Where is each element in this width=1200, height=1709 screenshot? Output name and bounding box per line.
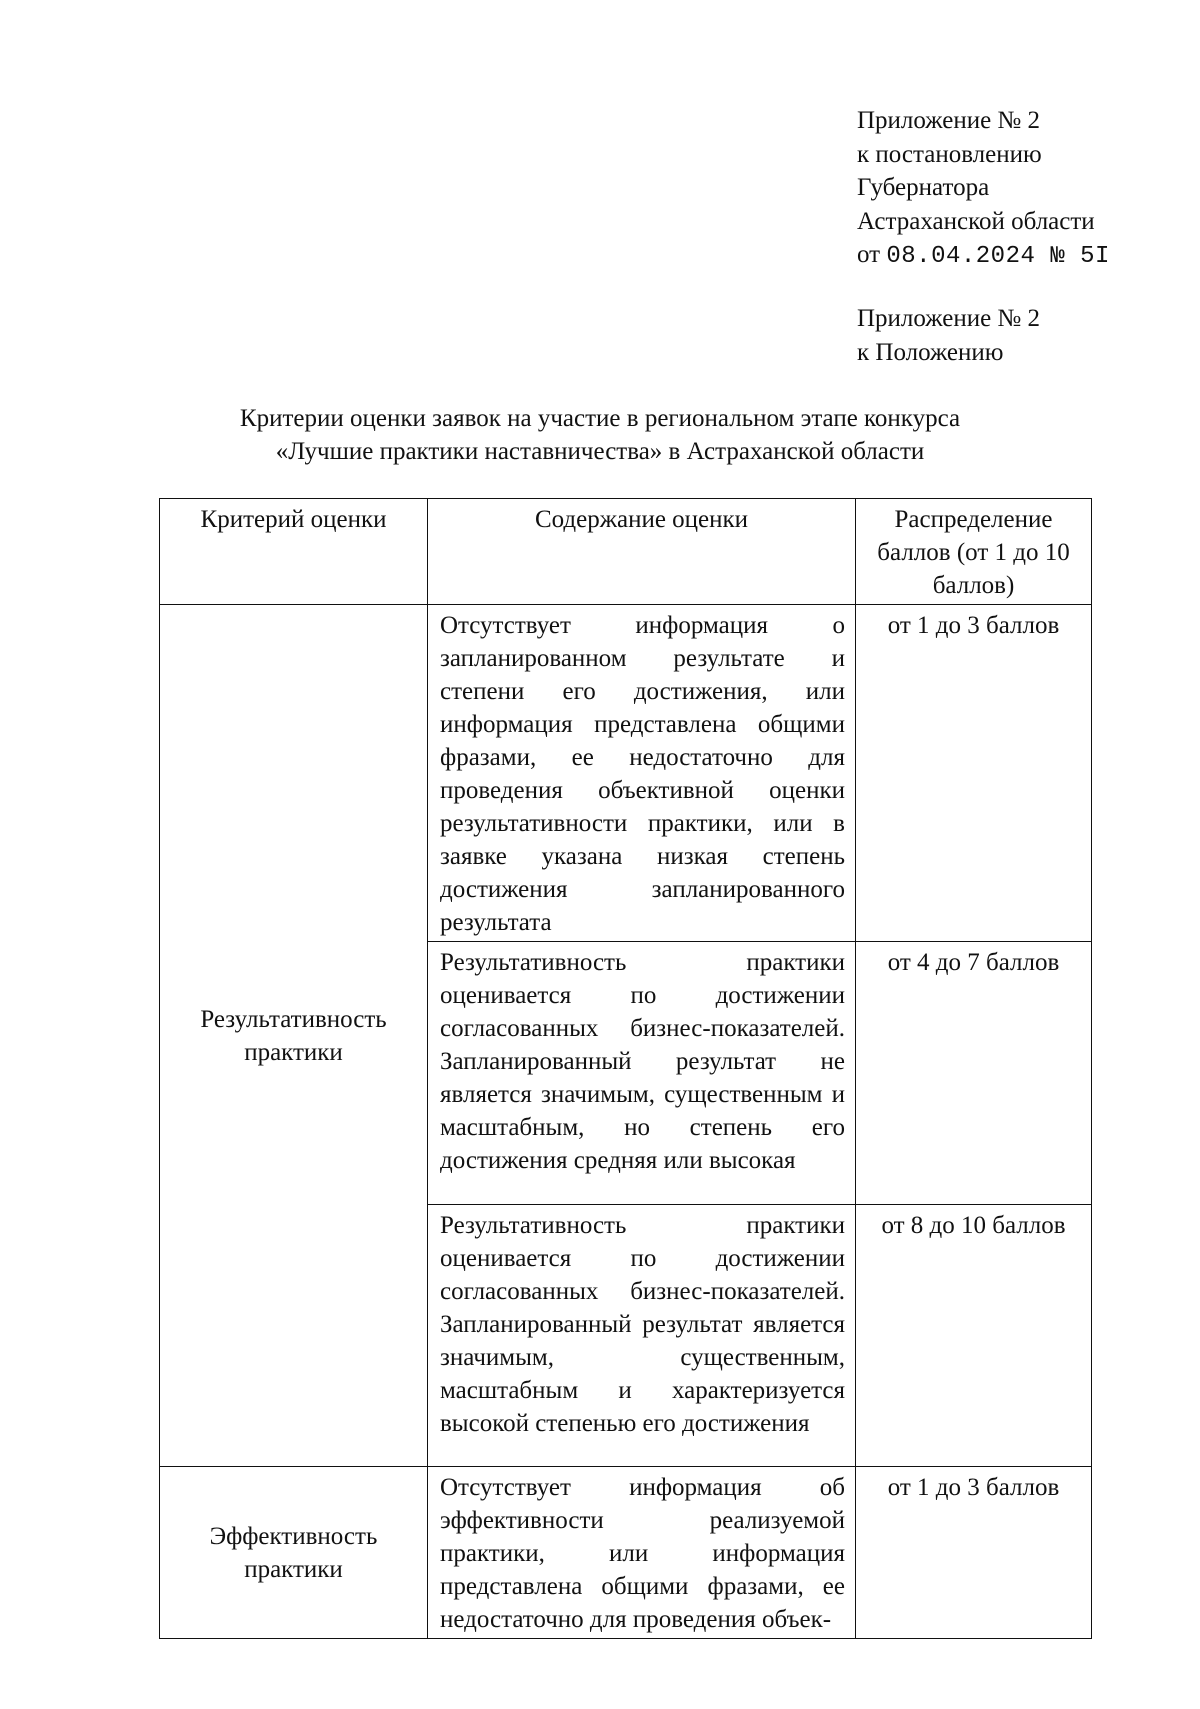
annex-regulation-number: Приложение № 2 [857, 305, 1041, 332]
date-prefix: от [857, 241, 887, 268]
content-cell: Результативность практики оценивается по достижении согласованных бизнес-показателей. Запланированный результат не является значимым, существенным и масштабным, но степень его достижения средняя или высокая [428, 942, 856, 1205]
title-line-2: «Лучшие практики наставничества» в Астраханской области [275, 438, 925, 465]
table-row [160, 1467, 1092, 1639]
annex-number: Приложение № 2 [857, 107, 1041, 134]
annex-date-line [857, 238, 1110, 274]
header-content: Содержание оценки [428, 499, 856, 605]
points-cell: от 8 до 10 баллов [856, 1205, 1092, 1467]
header-points: Распределение баллов (от 1 до 10 баллов) [856, 499, 1092, 605]
criterion-cell: Эффективность практики [160, 1467, 428, 1639]
points-cell: от 4 до 7 баллов [856, 942, 1092, 1205]
annex-to-decree [857, 104, 1110, 274]
title-line-1: Критерии оценки заявок на участие в региональном этапе конкурса [239, 405, 961, 432]
annex-regulation-line: к Положению [857, 338, 1004, 366]
annex-to-regulation [857, 302, 1040, 369]
content-cell: Отсутствует информация об эффективности реализуемой практики, или информация представлена общими фразами, ее недостаточно для проведения объек- [428, 1467, 856, 1639]
criteria-table [159, 498, 1092, 1639]
table-header-row [160, 499, 1092, 605]
document-title [150, 402, 1050, 468]
date-number-stamp: 08.04.2024 № 5I [886, 243, 1110, 270]
header-criterion: Критерий оценки [160, 499, 428, 605]
content-cell: Результативность практики оценивается по достижении согласованных бизнес-показателей. Запланированный результат является значимым, существенным, масштабным и характеризуется высокой степенью его достижения [428, 1205, 856, 1467]
criterion-cell: Результативность практики [160, 605, 428, 1467]
content-cell: Отсутствует информация о запланированном результате и степени его достижения, или информация представлена общими фразами, ее недостаточно для проведения объективной оценки результативности практики, или в заявке указана низкая степень достижения запланированного результата [428, 605, 856, 942]
annex-governor-line: Губернатора [857, 174, 990, 201]
annex-region-line: Астраханской области [857, 207, 1095, 235]
points-cell: от 1 до 3 баллов [856, 605, 1092, 942]
annex-to-decree-line: к постановлению [857, 140, 1042, 168]
points-cell: от 1 до 3 баллов [856, 1467, 1092, 1639]
table-row [160, 605, 1092, 942]
